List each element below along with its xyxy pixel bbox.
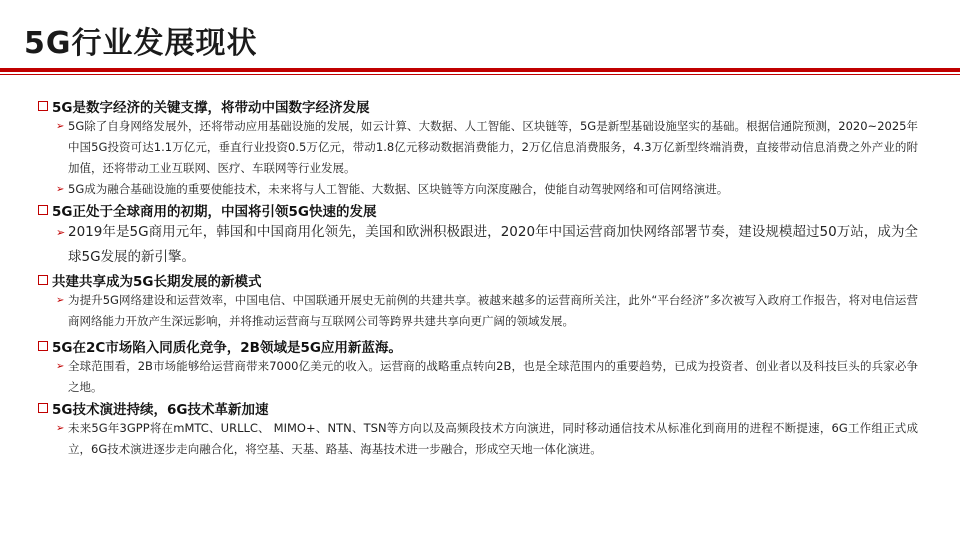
- list-item: [38, 179, 918, 200]
- checkbox-bullet-icon: [38, 403, 48, 413]
- list-item: [38, 356, 918, 398]
- content-body: [38, 96, 918, 460]
- list-item: [38, 116, 918, 179]
- arrow-bullet-icon: ➢: [56, 121, 65, 132]
- bullet-text: 为提升5G网络建设和运营效率，中国电信、中国联通开展史无前例的共建共享。被越来越多的运营商所关注，此外“平台经济”多次被写入政府工作报告，将对电信运营商网络能力开放产生深远影响，并将推动运营商与互联网公司等跨界共建共享向更广阔的领域发展。: [68, 293, 918, 328]
- checkbox-bullet-icon: [38, 101, 48, 111]
- checkbox-bullet-icon: [38, 275, 48, 285]
- checkbox-bullet-icon: [38, 205, 48, 215]
- list-item: [38, 290, 918, 332]
- checkbox-bullet-icon: [38, 341, 48, 351]
- bullet-text: 2019年是5G商用元年，韩国和中国商用化领先，美国和欧洲积极跟进，2020年中国运营商加快网络部署节奏，建设规模超过50万站，成为全球5G发展的新引擎。: [68, 224, 918, 265]
- bullet-text: 全球范围看，2B市场能够给运营商带来7000亿美元的收入。运营商的战略重点转向2B，也是全球范围内的重要趋势，已成为投资者、创业者以及科技巨头的兵家必争之地。: [68, 359, 918, 394]
- title-rule-thick: [0, 68, 960, 72]
- bullet-text: 未来5G年3GPP将在mMTC、URLLC、 MIMO+、NTN、TSN等方向以及高频段技术方向演进，同时移动通信技术从标准化到商用的进程不断提速，6G工作组正式成立，6G技术演进逐步走向融合化，将空基、天基、路基、海基技术进一步融合，形成空天地一体化演进。: [68, 421, 918, 456]
- arrow-bullet-icon: ➢: [56, 295, 65, 306]
- section-heading-2c-2b-market: [38, 336, 918, 356]
- arrow-bullet-icon: ➢: [56, 226, 66, 239]
- arrow-bullet-icon: ➢: [56, 361, 65, 372]
- section-heading-text: 5G技术演进持续，6G技术革新加速: [52, 402, 269, 418]
- list-item: [38, 418, 918, 460]
- section-heading-text: 5G是数字经济的关键支撑，将带动中国数字经济发展: [52, 100, 370, 116]
- section-heading-co-building: [38, 270, 918, 290]
- section-heading-6g-evolution: [38, 398, 918, 418]
- bullet-text: 5G除了自身网络发展外，还将带动应用基础设施的发展，如云计算、大数据、人工智能、区块链等，5G是新型基础设施坚实的基础。根据信通院预测，2020~2025年中国5G投资可达1.1万亿元，垂直行业投资0.5万亿元，带动1.8亿元移动数据消费能力，2万亿信息消费服务，4.3万亿新型终端消费，直接带动信息消费之外产业的附加值，还将带动工业互联网、医疗、车联网等行业发展。: [68, 119, 918, 175]
- section-heading-global-commercial: [38, 200, 918, 220]
- page-title: 5G行业发展现状: [24, 26, 258, 61]
- bullet-text: 5G成为融合基础设施的重要使能技术，未来将与人工智能、大数据、区块链等方向深度融合，使能自动驾驶网络和可信网络演进。: [68, 182, 729, 196]
- list-item: [38, 220, 918, 270]
- section-heading-digital-economy: [38, 96, 918, 116]
- section-heading-text: 5G正处于全球商用的初期，中国将引领5G快速的发展: [52, 204, 377, 220]
- title-rule-thin: [0, 74, 960, 75]
- arrow-bullet-icon: ➢: [56, 423, 65, 434]
- arrow-bullet-icon: ➢: [56, 184, 65, 195]
- section-heading-text: 5G在2C市场陷入同质化竞争，2B领域是5G应用新蓝海。: [52, 340, 402, 356]
- section-heading-text: 共建共享成为5G长期发展的新模式: [52, 274, 262, 290]
